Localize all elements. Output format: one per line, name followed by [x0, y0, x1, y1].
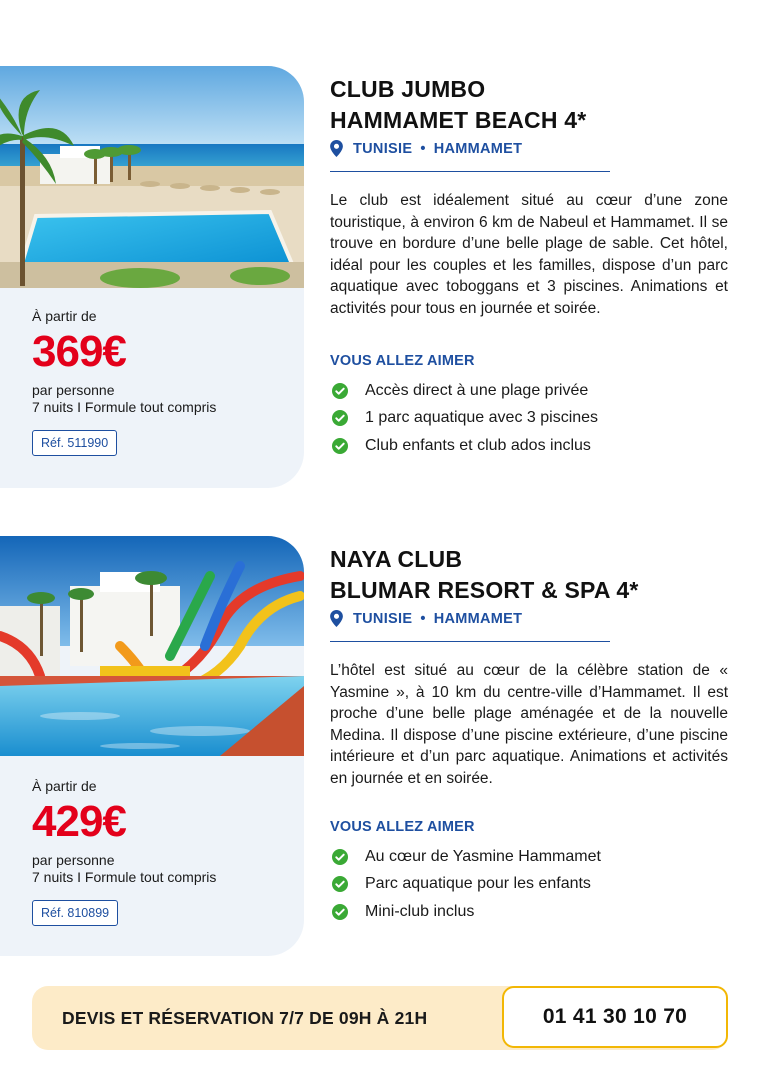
- highlight-item: [330, 405, 728, 433]
- location-city: HAMMAMET: [433, 140, 523, 157]
- stay-formula: 7 nuits I Formule tout compris: [32, 869, 217, 885]
- title-divider: [330, 641, 610, 642]
- location-country: TUNISIE: [353, 140, 413, 157]
- highlight-text: Accès direct à une plage privée: [365, 381, 589, 399]
- location-country: TUNISIE: [353, 610, 413, 627]
- location-city: HAMMAMET: [433, 610, 523, 627]
- price-block: [32, 308, 292, 456]
- offer-price-card: [0, 66, 304, 488]
- check-circle-icon: [332, 849, 348, 865]
- highlights-title: VOUS ALLEZ AIMER: [330, 353, 475, 369]
- reference-badge: Réf. 810899: [32, 900, 118, 926]
- price-value: 369€: [32, 327, 126, 376]
- hotel-title: [330, 544, 728, 606]
- price-from-label: À partir de: [32, 778, 97, 794]
- title-divider: [330, 171, 610, 172]
- hotel-description: L’hôtel est situé au cœur de la célèbre station de « Yasmine », à 10 km du centre-ville d’Hammamet. Il est proche d’une belle plage aménagée et de la nouvelle Medina. Il dispose d’une piscine extérieure, d’une piscine intérieure et d’un parc aquatique. Animations et activités en journée et en soirée.: [330, 662, 728, 787]
- booking-phone-number[interactable]: 01 41 30 10 70: [502, 986, 728, 1048]
- booking-banner: [32, 986, 728, 1050]
- price-from-label: À partir de: [32, 308, 97, 324]
- location-separator: •: [420, 610, 426, 627]
- highlight-text: Au cœur de Yasmine Hammamet: [365, 847, 601, 865]
- check-circle-icon: [332, 383, 348, 399]
- highlights-list: [330, 377, 728, 460]
- check-circle-icon: [332, 904, 348, 920]
- highlight-text: 1 parc aquatique avec 3 piscines: [365, 409, 599, 427]
- highlight-text: Mini-club inclus: [365, 902, 475, 920]
- highlight-item: [330, 898, 728, 926]
- price-block: [32, 778, 292, 926]
- location-separator: •: [420, 140, 426, 157]
- check-circle-icon: [332, 438, 348, 454]
- highlight-item: [330, 843, 728, 871]
- map-pin-icon: [330, 610, 343, 627]
- hotel-description: Le club est idéalement situé au cœur d’une zone touristique, à environ 6 km de Nabeul et Hammamet. Il se trouve en bordure d’une belle plage de sable. Cet hôtel, idéal pour les couples et les familles, dispose d’un parc aquatique avec toboggans et 3 piscines. Animations et activités pour tous en journée et soirée.: [330, 192, 728, 317]
- highlight-item: [330, 377, 728, 405]
- hotel-title: [330, 74, 728, 136]
- highlight-text: Parc aquatique pour les enfants: [365, 875, 591, 893]
- hotel-photo-waterpark: [0, 536, 304, 756]
- hotel-photo-pool-beach: [0, 66, 304, 288]
- offer-card-naya-club: [0, 536, 760, 956]
- offer-card-club-jumbo: [0, 66, 760, 488]
- offer-price-card: [0, 536, 304, 956]
- hotel-photo-image: [0, 66, 304, 288]
- hotel-location: [330, 610, 728, 627]
- highlights-title: VOUS ALLEZ AIMER: [330, 819, 475, 835]
- offer-details: [330, 74, 728, 460]
- hotel-title-line2: HAMMAMET BEACH 4*: [330, 107, 587, 133]
- highlight-text: Club enfants et club ados inclus: [365, 436, 591, 454]
- price-per-person-label: par personne: [32, 382, 115, 398]
- check-circle-icon: [332, 410, 348, 426]
- hotel-title-line2: BLUMAR RESORT & SPA 4*: [330, 577, 639, 603]
- check-circle-icon: [332, 876, 348, 892]
- hotel-location: [330, 140, 728, 157]
- highlights-list: [330, 843, 728, 926]
- price-per-person-label: par personne: [32, 852, 115, 868]
- hotel-title-line1: CLUB JUMBO: [330, 76, 486, 102]
- highlight-item: [330, 871, 728, 899]
- stay-formula: 7 nuits I Formule tout compris: [32, 399, 217, 415]
- hotel-photo-image: [0, 536, 304, 756]
- reference-badge: Réf. 511990: [32, 430, 117, 456]
- offer-details: [330, 544, 728, 926]
- map-pin-icon: [330, 140, 343, 157]
- hotel-title-line1: NAYA CLUB: [330, 546, 463, 572]
- booking-hours-label: DEVIS ET RÉSERVATION 7/7 DE 09H À 21H: [62, 1008, 428, 1028]
- highlight-item: [330, 432, 728, 460]
- price-value: 429€: [32, 797, 126, 846]
